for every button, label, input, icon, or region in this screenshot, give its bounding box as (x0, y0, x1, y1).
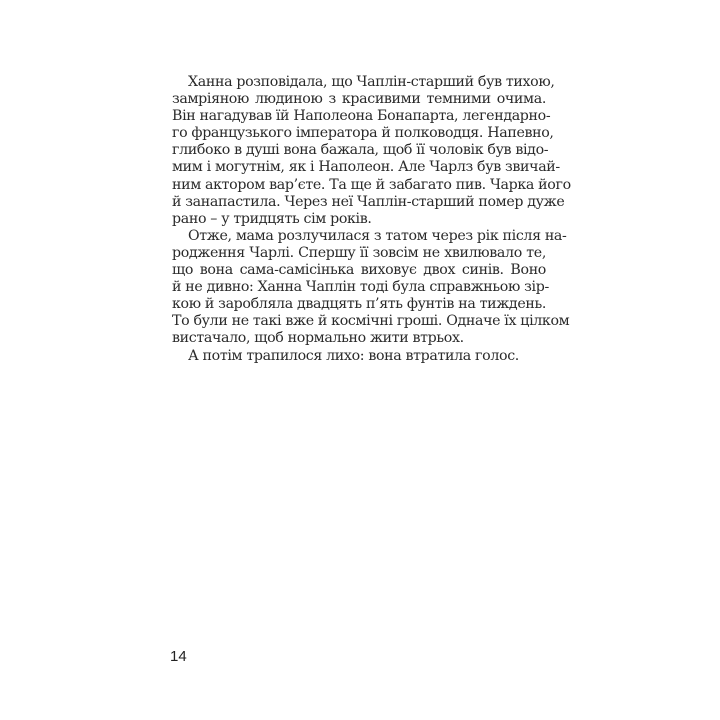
body-text (172, 74, 571, 365)
text-line: вистачало, щоб нормально жити втрьох. (172, 330, 464, 347)
text-line: глибоко в душі вона бажала, щоб її чоловік був відо- (172, 142, 549, 159)
text-line: А потім трапилося лихо: вона втратила голос. (188, 347, 519, 364)
paragraph-3 (172, 348, 546, 365)
text-line: замріяною людиною з красивими темними очима. (172, 91, 546, 108)
paragraph-2 (172, 227, 570, 348)
text-line: мим і могутнім, як і Наполеон. Але Чарлз був звичай- (172, 159, 560, 176)
text-line: рано – у тридцять сім років. (172, 210, 372, 227)
text-line: го французького імператора й полководця. Напевно, (172, 125, 554, 142)
text-line: родження Чарлі. Спершу її зовсім не хвилювало те, (172, 244, 546, 261)
text-line: що вона сама-самісінька виховує двох синів. Воно (172, 262, 546, 279)
page-number: 14 (170, 648, 187, 665)
text-line: й не дивно: Ханна Чаплін тоді була справжньою зір- (172, 279, 549, 296)
text-line: То були не такі вже й космічні гроші. Одначе їх цілком (172, 313, 570, 330)
text-line: Отже, мама розлучилася з татом через рік після на- (188, 227, 567, 244)
text-line: й занапастила. Через неї Чаплін-старший помер дуже (172, 193, 565, 210)
paragraph-1 (172, 74, 571, 228)
text-line: Він нагадував їй Наполеона Бонапарта, легендарно- (172, 108, 551, 125)
text-line: кою й заробляла двадцять п’ять фунтів на тиждень. (172, 296, 546, 313)
text-line: ним актором вар’єте. Та ще й забагато пив. Чарка його (172, 176, 571, 193)
text-line: Ханна розповідала, що Чаплін-старший був тихою, (188, 74, 555, 90)
